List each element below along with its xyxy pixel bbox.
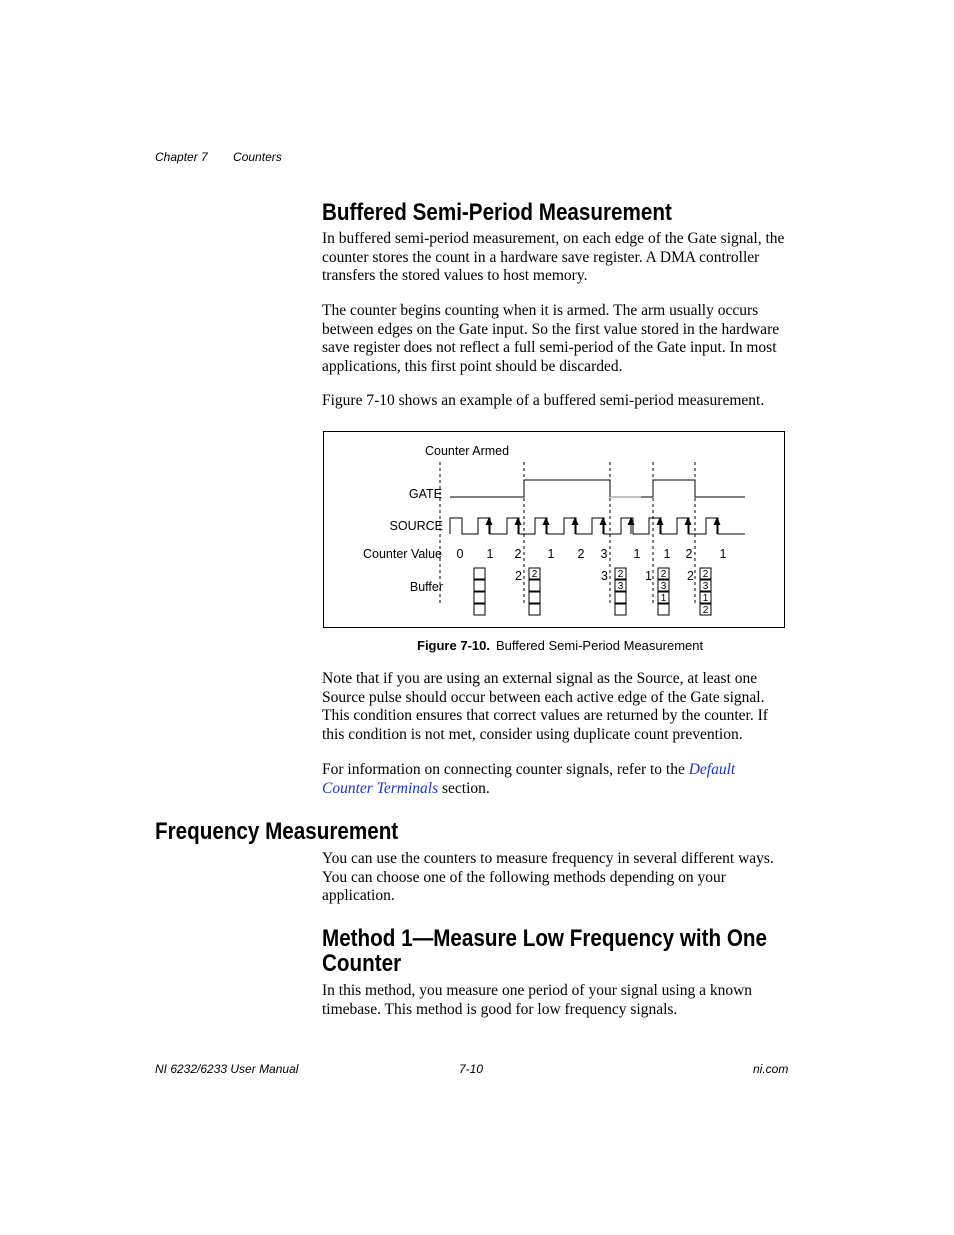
buffer-cell [474, 580, 485, 591]
buffer-cell-value: 2 [617, 569, 624, 580]
section-heading-frequency-measurement: Frequency Measurement [155, 818, 399, 845]
buffer-cell [529, 604, 540, 615]
figure-timing-diagram [323, 431, 785, 628]
counter-value: 2 [577, 547, 585, 561]
counter-value: 2 [685, 547, 693, 561]
source-label: SOURCE [389, 519, 443, 533]
buffer-cell-value: 2 [660, 569, 667, 580]
footer-manual-title: NI 6232/6233 User Manual [155, 1062, 299, 1076]
reference-text: For information on connecting counter signals, refer to the [322, 761, 689, 778]
buffer-cell [615, 592, 626, 603]
buffer-cell-value: 3 [617, 581, 624, 592]
footer-page-number: 7-10 [459, 1062, 484, 1076]
caption-number: Figure 7-10. [417, 638, 490, 653]
paragraph: The counter begins counting when it is armed. The arm usually occurs between edges on the Gate input. So the first value stored in the hardware save register does not reflect a full semi-period of the Gate input. In most applications, this first point should be discarded. [322, 302, 780, 376]
counter-armed-label: Counter Armed [425, 444, 510, 458]
footer-site: ni.com [753, 1062, 789, 1076]
buffer-cell-value: 1 [660, 593, 667, 604]
buffer-cell [474, 592, 485, 603]
gate-waveform [450, 480, 745, 497]
buffer-stored-value: 3 [601, 569, 608, 583]
buffer-cell-value: 1 [702, 593, 709, 604]
buffer-label: Buffer [409, 580, 443, 594]
counter-value: 1 [486, 547, 494, 561]
counter-value: 1 [719, 547, 727, 561]
timing-diagram [324, 432, 784, 627]
buffer-cell [615, 604, 626, 615]
buffer-stored-value: 1 [645, 569, 652, 583]
buffer-cell [474, 568, 485, 579]
buffer-cell-value: 2 [702, 605, 709, 616]
subsection-heading-method-1 [322, 926, 839, 976]
buffer-stored-value: 2 [515, 569, 522, 583]
header-chapter: Chapter 7 [155, 150, 208, 164]
paragraph-reference [322, 761, 788, 798]
buffer-stacks [474, 568, 711, 616]
caption-text: Buffered Semi-Period Measurement [495, 638, 704, 653]
heading-line: Counter [322, 950, 402, 977]
figure-caption [417, 638, 703, 653]
paragraph: In this method, you measure one period of your signal using a known timebase. This method is good for low frequency signals. [322, 982, 753, 1018]
gate-trace-3 [653, 480, 745, 497]
buffer-cell [658, 604, 669, 615]
source-trace [450, 518, 745, 534]
counter-value: 2 [514, 547, 522, 561]
source-waveform [450, 517, 745, 534]
heading-line: Method 1—Measure Low Frequency with One [322, 925, 767, 952]
reference-text-end: section. [438, 779, 490, 797]
default-counter-terminals-link[interactable]: Default Counter Terminals [322, 761, 736, 797]
buffer-cell [474, 604, 485, 615]
counter-value: 1 [663, 547, 671, 561]
section-heading-buffered-semi-period: Buffered Semi-Period Measurement [322, 199, 672, 226]
buffer-cell-value: 3 [660, 581, 667, 592]
buffer-cell-value: 2 [531, 569, 538, 580]
counter-value: 1 [633, 547, 641, 561]
buffer-cell [529, 592, 540, 603]
counter-value: 3 [600, 547, 608, 561]
header-title: Counters [233, 150, 282, 164]
gate-label: GATE [408, 487, 442, 501]
paragraph: Note that if you are using an external signal as the Source, at least one Source pulse should occur between each active edge of the Gate signal. This condition ensures that correct values are returned by the counter. If this condition is not met, consider using duplicate count prevention. [322, 670, 768, 744]
buffer-cell [529, 580, 540, 591]
counter-value-label: Counter Value [363, 547, 442, 561]
buffer-cell-value: 3 [702, 581, 709, 592]
running-header [155, 150, 282, 164]
paragraph: In buffered semi-period measurement, on each edge of the Gate signal, the counter stores the count in a hardware save register. A DMA controller transfers the stored values to host memory. [322, 230, 785, 285]
gate-trace-1 [450, 480, 610, 497]
counter-value: 1 [547, 547, 555, 561]
buffer-stored-value: 2 [687, 569, 694, 583]
counter-values [457, 547, 727, 561]
buffer-cell-value: 2 [702, 569, 709, 580]
paragraph: Figure 7-10 shows an example of a buffered semi-period measurement. [322, 392, 765, 409]
counter-value: 0 [456, 547, 464, 561]
paragraph: You can use the counters to measure frequency in several different ways. You can choose one of the following methods depending on your application. [322, 850, 774, 905]
